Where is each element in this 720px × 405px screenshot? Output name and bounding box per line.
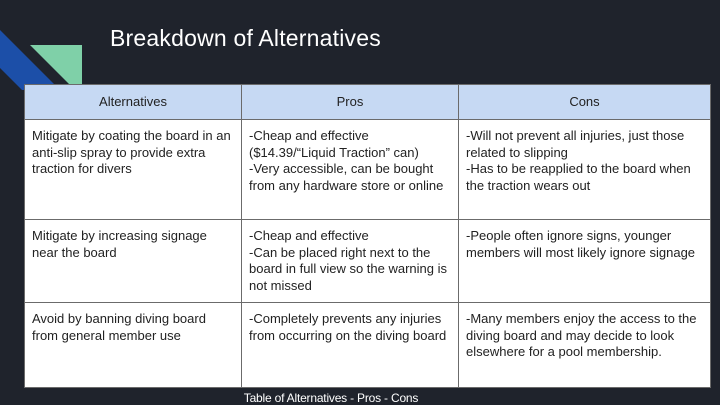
table-row	[25, 120, 711, 220]
pros-cell	[242, 120, 459, 220]
table-header-row	[25, 85, 711, 120]
slide-title: Breakdown of Alternatives	[110, 25, 381, 51]
alternative-cell: Mitigate by increasing signage near the board	[25, 220, 242, 303]
cons-cell	[459, 303, 711, 388]
pros-item: -Can be placed right next to the board in full view so the warning is not missed	[249, 244, 447, 293]
table-caption: Table of Alternatives - Pros - Cons	[243, 391, 419, 405]
header-cons: Cons	[459, 85, 711, 120]
cons-cell	[459, 220, 711, 303]
cons-cell	[459, 120, 711, 220]
cons-item: -Will not prevent all injuries, just those related to slipping	[466, 128, 685, 160]
header-pros: Pros	[242, 85, 459, 120]
cons-item: -Many members enjoy the access to the diving board and may decide to look elsewhere for a pool membership.	[466, 311, 697, 360]
alternative-cell: Mitigate by coating the board in an anti-slip spray to provide extra traction for divers	[25, 120, 242, 220]
corner-stripes-decoration	[0, 0, 90, 90]
cons-item: -People often ignore signs, younger members will most likely ignore signage	[466, 228, 696, 260]
table-row	[25, 220, 711, 303]
pros-item: -Cheap and effective	[249, 228, 369, 243]
cons-item: -Has to be reapplied to the board when the traction wears out	[466, 161, 691, 193]
table-row	[25, 303, 711, 388]
pros-cell	[242, 303, 459, 388]
pros-item: -Completely prevents any injuries from occurring on the diving board	[249, 311, 447, 343]
alternatives-table	[24, 84, 711, 388]
header-alternatives: Alternatives	[25, 85, 242, 120]
pros-item: -Cheap and effective ($14.39/“Liquid Traction” can)	[249, 128, 419, 160]
pros-cell	[242, 220, 459, 303]
pros-item: -Very accessible, can be bought from any hardware store or online	[249, 161, 444, 193]
alternative-cell: Avoid by banning diving board from general member use	[25, 303, 242, 388]
